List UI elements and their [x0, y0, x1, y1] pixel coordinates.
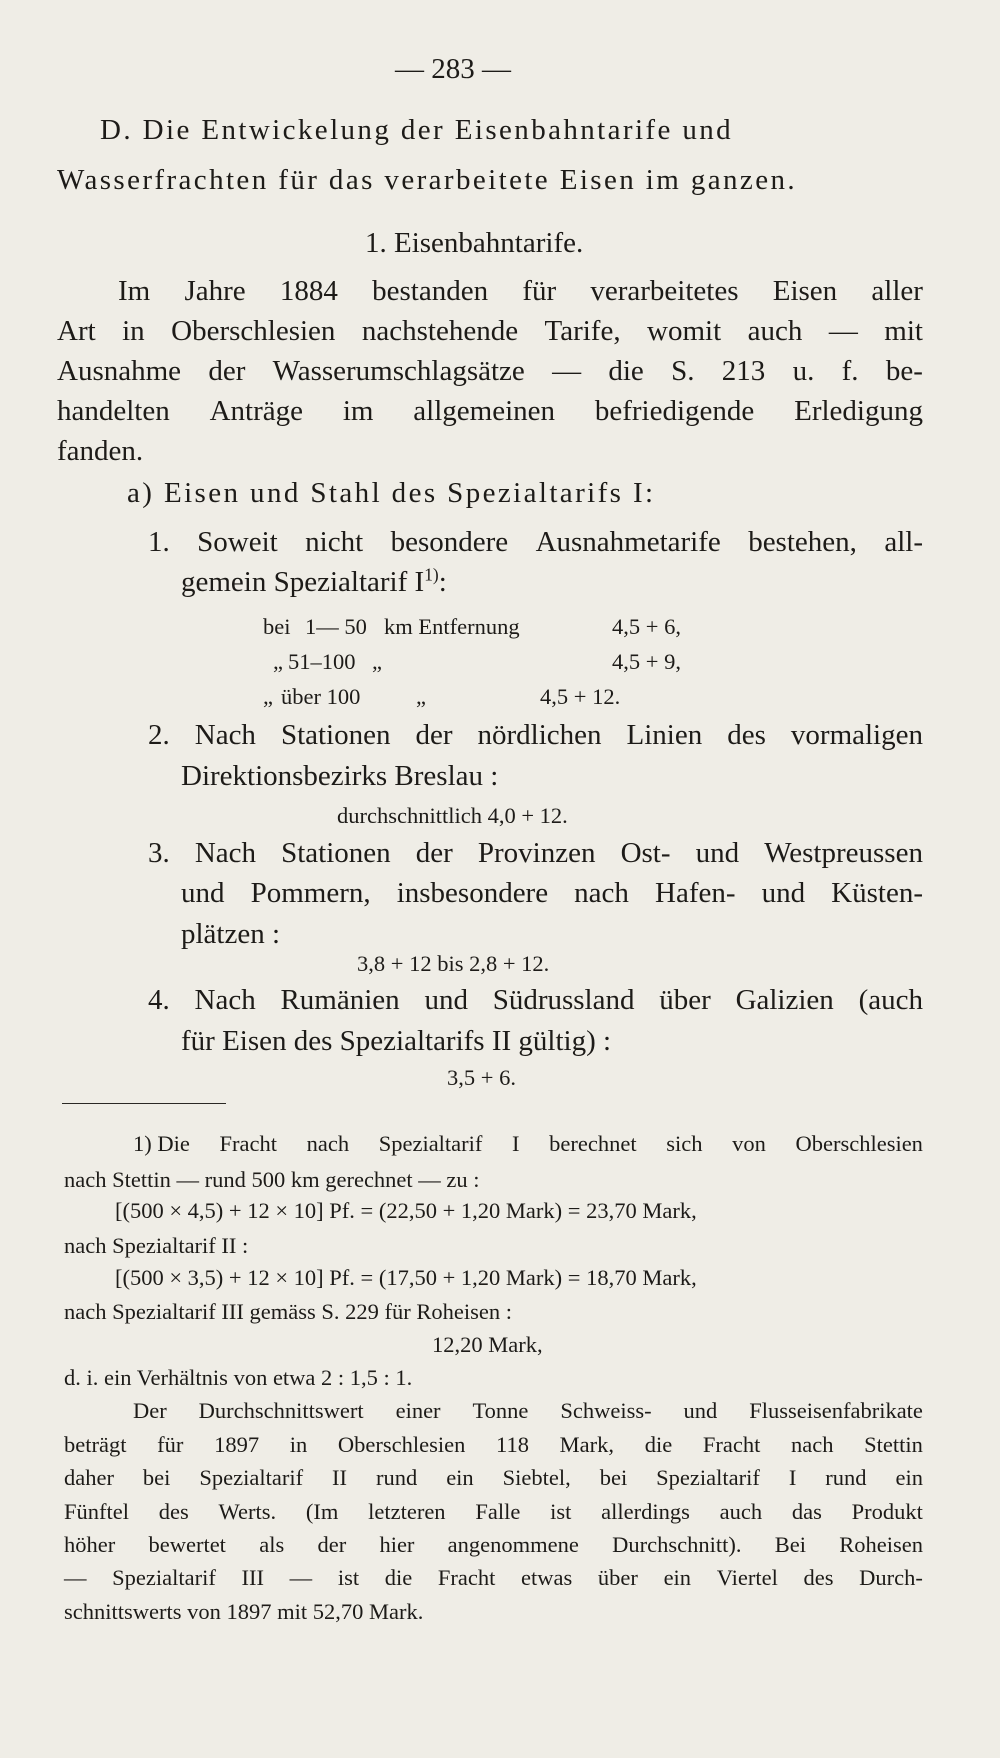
word: Anträge	[209, 395, 303, 427]
footnote-line-7: 12,20 Mark,	[432, 1332, 543, 1357]
word: nördlichen	[477, 719, 602, 751]
word: Stationen	[281, 837, 391, 869]
word: Werts.	[218, 1499, 277, 1524]
word: Nach	[194, 719, 256, 751]
word: nach	[306, 1131, 350, 1156]
item-3-rate: 3,8 + 12 bis 2,8 + 12.	[357, 951, 550, 976]
word: daher	[64, 1465, 114, 1490]
word: 3.	[148, 837, 170, 869]
word: Soweit	[197, 526, 278, 558]
word: bei	[599, 1465, 628, 1490]
word: 1.	[148, 526, 170, 558]
word: 4.	[148, 984, 170, 1016]
word: nach	[574, 877, 629, 909]
word: über	[659, 984, 711, 1016]
word: womit	[647, 315, 722, 347]
word: Nach	[194, 984, 256, 1016]
footnote-divider	[62, 1103, 226, 1104]
word: Rumänien	[280, 984, 400, 1016]
item-4-line-2: für Eisen des Spezialtarifs II gültig) :	[181, 1025, 612, 1057]
word: Galizien	[735, 984, 834, 1016]
chapter-heading-line-1: D. Die Entwickelung der Eisenbahntarife und	[100, 114, 734, 146]
word: etwas	[521, 1565, 573, 1590]
word: I	[512, 1131, 520, 1156]
word: die	[644, 1432, 673, 1457]
word: handelten	[57, 395, 170, 427]
word: Fünftel	[64, 1499, 129, 1524]
word: Roheisen	[839, 1532, 923, 1557]
word: —	[552, 355, 582, 387]
word: das	[791, 1499, 822, 1524]
word: in	[289, 1432, 308, 1457]
word: einer	[395, 1398, 441, 1423]
word: höher	[64, 1532, 116, 1557]
item-1-text: gemein Spezialtarif I	[181, 566, 425, 598]
word: Westpreussen	[764, 837, 923, 869]
word: ein	[663, 1565, 692, 1590]
word: für	[522, 275, 557, 307]
word: Bei	[774, 1532, 806, 1557]
item-4-line-1	[148, 986, 923, 1015]
word: Küsten-	[831, 877, 923, 909]
word: 2.	[148, 719, 170, 751]
word: hier	[379, 1532, 415, 1557]
word: bestehen,	[748, 526, 857, 558]
rate-row-1-prefix: bei	[263, 614, 291, 639]
word: des	[158, 1499, 189, 1524]
footnote-para-line-6	[64, 1567, 923, 1590]
item-2-line-2: Direktionsbezirks Breslau :	[181, 760, 499, 792]
word: (Im	[305, 1499, 339, 1524]
word: Provinzen	[477, 837, 596, 869]
word: nicht	[305, 526, 364, 558]
footnote-ref: 1)	[424, 564, 439, 585]
word: u.	[792, 355, 815, 387]
rate-row-1-range: 1— 50	[305, 614, 367, 639]
word: Spezialtarif	[112, 1565, 216, 1590]
footnote-para-line-3	[64, 1467, 923, 1490]
footnote-line-4: nach Spezialtarif II :	[64, 1233, 249, 1258]
word: Linien	[626, 719, 703, 751]
word: Viertel	[716, 1565, 778, 1590]
word: ist	[337, 1565, 360, 1590]
word: verarbeitetes	[590, 275, 739, 307]
word: nach	[791, 1432, 834, 1457]
word: letzteren	[368, 1499, 446, 1524]
word: Ausnahme	[57, 355, 182, 387]
word: rund	[375, 1465, 418, 1490]
intro-line-1	[118, 277, 923, 306]
word: Stationen	[280, 719, 391, 751]
word: vormaligen	[790, 719, 923, 751]
word: mit	[884, 315, 923, 347]
word: 213	[721, 355, 766, 387]
word: be-	[885, 355, 923, 387]
word: allgemeinen	[413, 395, 556, 427]
word: Nach	[194, 837, 257, 869]
footnote-line-5: [(500 × 3,5) + 12 × 10] Pf. = (17,50 + 1,20 Mark) = 18,70 Mark,	[115, 1265, 697, 1290]
word: rund	[825, 1465, 867, 1490]
word: Südrussland	[492, 984, 635, 1016]
word: Pommern,	[250, 877, 371, 909]
word: Schweiss-	[560, 1398, 652, 1423]
intro-line-5: fanden.	[57, 435, 144, 467]
word: besondere	[390, 526, 509, 558]
word: —	[828, 315, 858, 347]
rate-row-2-value: 4,5 + 9,	[612, 649, 681, 674]
word: Spezialtarif	[199, 1465, 304, 1490]
word: Siebtel,	[502, 1465, 571, 1490]
word: die	[384, 1565, 413, 1590]
word: Oberschlesien	[337, 1432, 466, 1457]
rate-row-3-prefix: „	[263, 684, 273, 709]
rate-row-3-range: über 100	[281, 684, 361, 709]
intro-line-3	[57, 357, 923, 386]
rate-row-3-value: 4,5 + 12.	[540, 684, 621, 709]
word: als	[259, 1532, 285, 1557]
word: ist	[550, 1499, 572, 1524]
word: Fracht	[702, 1432, 761, 1457]
word: Durchschnitt).	[612, 1532, 742, 1557]
footnote-line-6: nach Spezialtarif III gemäss S. 229 für Roheisen :	[64, 1299, 513, 1324]
footnote-para-line-7: schnittswerts von 1897 mit 52,70 Mark.	[64, 1599, 424, 1624]
page-number: — 283 —	[395, 53, 511, 85]
word: 1897	[214, 1432, 260, 1457]
word: Stettin	[864, 1432, 923, 1457]
word: bei	[142, 1465, 171, 1490]
word: Im	[118, 275, 151, 307]
word: allerdings	[601, 1499, 690, 1524]
item-3-line-1	[148, 839, 923, 868]
rate-row-2-prefix: „	[273, 649, 283, 674]
rate-row-2-unit: „	[372, 649, 382, 674]
word: Fracht	[219, 1131, 277, 1156]
word: aller	[871, 275, 923, 307]
rate-row-3-unit: „	[416, 684, 426, 709]
word: Tarife,	[544, 315, 621, 347]
word: (auch	[858, 984, 923, 1016]
intro-line-4	[57, 397, 923, 426]
word: 1) Die	[133, 1131, 190, 1156]
word: im	[342, 395, 374, 427]
word: und	[761, 877, 806, 909]
word: über	[597, 1565, 638, 1590]
word: Fracht	[437, 1565, 496, 1590]
word: von	[732, 1131, 766, 1156]
word: Wasserumschlagsätze	[272, 355, 525, 387]
subheading-eisen-stahl: a) Eisen und Stahl des Spezialtarifs I:	[127, 477, 656, 509]
word: der	[317, 1532, 347, 1557]
footnote-para-line-5	[64, 1534, 923, 1557]
rate-row-2-range: 51–100	[288, 649, 356, 674]
word: 1884	[279, 275, 338, 307]
word: all-	[884, 526, 923, 558]
word: Ost-	[620, 837, 671, 869]
section-title: 1. Eisenbahntarife.	[365, 227, 584, 259]
word: Falle	[475, 1499, 521, 1524]
item-3-line-2	[181, 879, 923, 908]
word: —	[64, 1565, 87, 1590]
word: Oberschlesien	[795, 1131, 923, 1156]
item-4-rate: 3,5 + 6.	[447, 1065, 516, 1090]
word: und	[424, 984, 468, 1016]
word: auch	[719, 1499, 763, 1524]
word: I	[788, 1465, 797, 1490]
word: nachstehende	[361, 315, 519, 347]
word: berechnet	[549, 1131, 637, 1156]
word: Mark,	[559, 1432, 615, 1457]
word: und	[683, 1398, 718, 1423]
word: Der	[133, 1398, 167, 1423]
footnote-line-1	[133, 1133, 923, 1156]
word: ein	[895, 1465, 923, 1490]
word: Jahre	[184, 275, 246, 307]
word: Hafen-	[655, 877, 736, 909]
word: Durch-	[859, 1565, 923, 1590]
word: angenommene	[447, 1532, 579, 1557]
item-2-line-1	[148, 721, 923, 750]
word: des	[727, 719, 766, 751]
word: 118	[496, 1432, 529, 1457]
footnote-line-2: nach Stettin — rund 500 km gerechnet — zu :	[64, 1167, 480, 1192]
item-1-colon: :	[438, 566, 447, 598]
item-1-line-2	[181, 564, 447, 598]
footnote-para-line-1	[133, 1400, 923, 1423]
word: Durchschnittswert	[198, 1398, 364, 1423]
word: die	[608, 355, 644, 387]
word: und	[695, 837, 740, 869]
word: der	[415, 719, 453, 751]
word: für	[157, 1432, 184, 1457]
word: Oberschlesien	[171, 315, 336, 347]
word: sich	[666, 1131, 703, 1156]
intro-line-2	[57, 317, 923, 346]
word: des	[803, 1565, 834, 1590]
word: Eisen	[772, 275, 838, 307]
word: der	[415, 837, 453, 869]
word: bestanden	[372, 275, 489, 307]
word: II	[332, 1465, 348, 1490]
footnote-line-3: [(500 × 4,5) + 12 × 10] Pf. = (22,50 + 1,20 Mark) = 23,70 Mark,	[115, 1198, 697, 1223]
word: Tonne	[472, 1398, 529, 1423]
word: beträgt	[64, 1432, 127, 1457]
rate-row-1-unit: km Entfernung	[384, 614, 520, 639]
footnote-line-8: d. i. ein Verhältnis von etwa 2 : 1,5 : 1.	[64, 1365, 413, 1390]
word: und	[181, 877, 225, 909]
footnote-para-line-2	[64, 1434, 923, 1457]
word: in	[122, 315, 145, 347]
word: Erledigung	[794, 395, 923, 427]
word: befriedigende	[594, 395, 755, 427]
word: insbesondere	[396, 877, 549, 909]
word: —	[289, 1565, 313, 1590]
chapter-heading-line-2: Wasserfrachten für das verarbeitete Eisen im ganzen.	[57, 164, 798, 196]
word: f.	[841, 355, 859, 387]
word: Produkt	[851, 1499, 923, 1524]
word: S.	[671, 355, 695, 387]
word: Ausnahmetarife	[535, 526, 721, 558]
word: III	[241, 1565, 264, 1590]
word: Spezialtarif	[656, 1465, 760, 1490]
word: auch	[747, 315, 803, 347]
word: Art	[57, 315, 96, 347]
item-1-line-1	[148, 528, 923, 557]
rate-row-1-value: 4,5 + 6,	[612, 614, 681, 639]
word: Flusseisenfabrikate	[749, 1398, 923, 1423]
word: bewertet	[148, 1532, 226, 1557]
item-2-rate: durchschnittlich 4,0 + 12.	[337, 803, 568, 828]
footnote-para-line-4	[64, 1501, 923, 1524]
item-3-line-3: plätzen :	[181, 918, 281, 950]
word: Spezialtarif	[378, 1131, 483, 1156]
word: der	[208, 355, 246, 387]
word: ein	[446, 1465, 474, 1490]
